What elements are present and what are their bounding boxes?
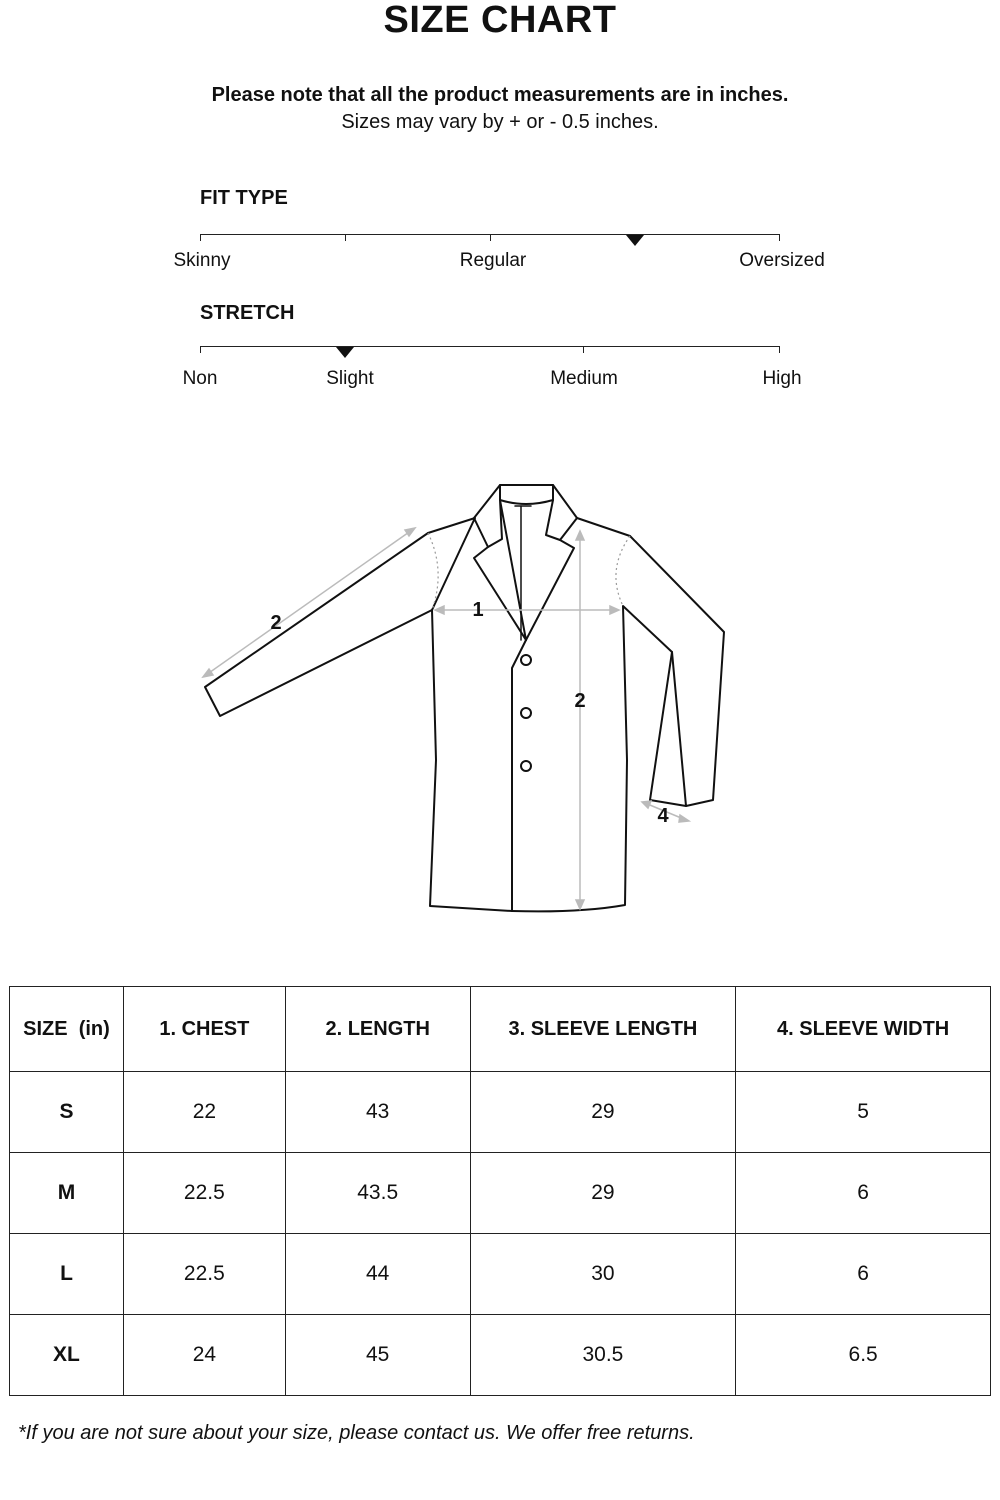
sleeve-length-cell: 29 — [470, 1072, 736, 1153]
right-lapel — [526, 500, 574, 640]
sleeve-width-cell: 5 — [736, 1072, 991, 1153]
button-icon — [521, 708, 531, 718]
length-cell: 43.5 — [285, 1153, 470, 1234]
fit-type-tick — [779, 234, 780, 241]
length-label: 2 — [574, 690, 586, 712]
length-cell: 43 — [285, 1072, 470, 1153]
footer-note: *If you are not sure about your size, please contact us. We offer free returns. — [18, 1422, 695, 1444]
sleeve-width-cell: 6 — [736, 1234, 991, 1315]
collar-outline — [474, 485, 577, 540]
stretch-tick — [583, 346, 584, 353]
stretch-tick — [779, 346, 780, 353]
fit-type-tick — [490, 234, 491, 241]
sleeve-width-cell: 6 — [736, 1153, 991, 1234]
page-title: SIZE CHART — [383, 0, 617, 41]
sleeve-length-cell: 30 — [470, 1234, 736, 1315]
fit-type-title: FIT TYPE — [200, 187, 288, 209]
chest-cell: 22 — [123, 1072, 285, 1153]
fit-type-marker — [626, 235, 644, 246]
stretch-label-medium: Medium — [550, 368, 618, 389]
collar-band — [500, 485, 553, 504]
length-cell: 44 — [285, 1234, 470, 1315]
fit-type-label-skinny: Skinny — [173, 250, 231, 271]
stretch-title: STRETCH — [200, 302, 295, 324]
table-row — [10, 1315, 991, 1396]
sleeve-length-label: 2 — [270, 612, 282, 634]
sleeve-length-cell: 29 — [470, 1153, 736, 1234]
header-size: SIZE (in) — [10, 987, 124, 1072]
chest-label: 1 — [472, 599, 484, 621]
header-sleeve-width: 4. SLEEVE WIDTH — [736, 987, 991, 1072]
fit-type-label-regular: Regular — [459, 250, 527, 271]
fit-type-tick — [200, 234, 201, 241]
body-left-outline — [428, 518, 512, 911]
button-icon — [521, 761, 531, 771]
header-length: 2. LENGTH — [285, 987, 470, 1072]
chest-cell: 24 — [123, 1315, 285, 1396]
size-cell: S — [10, 1072, 124, 1153]
measurement-note: Please note that all the product measurements are in inches. — [211, 84, 789, 106]
table-header-row — [10, 987, 991, 1072]
size-cell: L — [10, 1234, 124, 1315]
left-sleeve-outline — [205, 533, 432, 716]
size-cell: M — [10, 1153, 124, 1234]
body-right-outline — [512, 518, 724, 911]
collar-left-edge — [474, 518, 488, 547]
stretch-tick — [200, 346, 201, 353]
chest-cell: 22.5 — [123, 1153, 285, 1234]
sleeve-length-cell: 30.5 — [470, 1315, 736, 1396]
sleeve-width-label: 4 — [657, 805, 669, 827]
fit-type-label-oversized: Oversized — [739, 250, 825, 271]
stretch-marker — [336, 347, 354, 358]
button-icon — [521, 655, 531, 665]
sleeve-width-cell: 6.5 — [736, 1315, 991, 1396]
right-sleeve-inner — [650, 652, 686, 806]
size-table — [9, 986, 991, 1396]
header-chest: 1. CHEST — [123, 987, 285, 1072]
table-row — [10, 1153, 991, 1234]
stretch-label-high: High — [762, 368, 802, 389]
header-sleeve-length: 3. SLEEVE LENGTH — [470, 987, 736, 1072]
table-row — [10, 1234, 991, 1315]
stretch-scale-line — [200, 346, 780, 347]
size-cell: XL — [10, 1315, 124, 1396]
stretch-label-slight: Slight — [326, 368, 374, 389]
fit-type-tick — [345, 234, 346, 241]
chest-cell: 22.5 — [123, 1234, 285, 1315]
front-placket — [512, 640, 526, 911]
jacket-diagram — [0, 470, 1000, 920]
stretch-label-non: Non — [182, 368, 218, 389]
length-cell: 45 — [285, 1315, 470, 1396]
variation-note: Sizes may vary by + or - 0.5 inches. — [341, 111, 659, 133]
table-row — [10, 1072, 991, 1153]
